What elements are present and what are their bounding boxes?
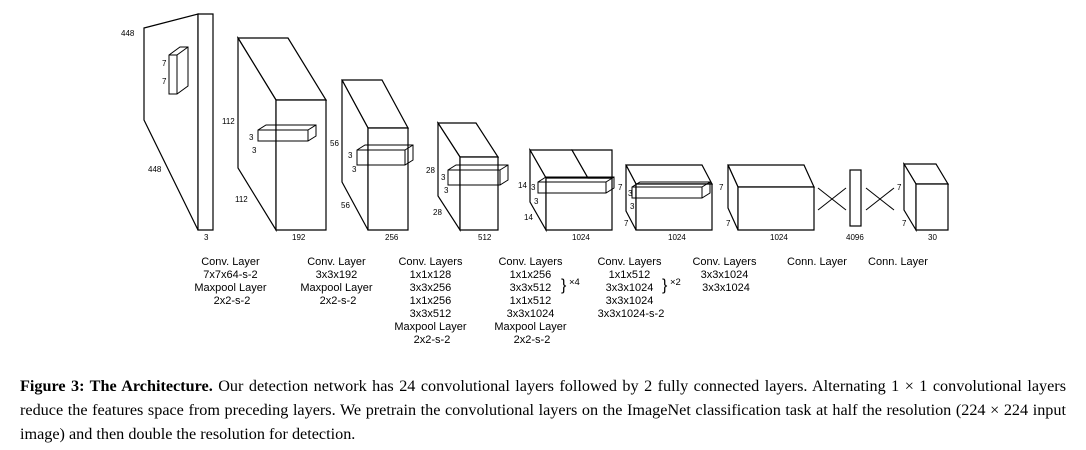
output-volume [897, 164, 948, 242]
dim-label: 7 [624, 219, 629, 228]
dim-label: 3 [534, 197, 539, 206]
dim-label: 448 [121, 29, 135, 38]
input-volume [121, 14, 213, 242]
conv-volume-5 [618, 165, 712, 242]
front-face [276, 100, 326, 230]
dim-label: 192 [292, 233, 306, 242]
conv-volume-4 [518, 150, 614, 242]
layer-caption: Conv. Layer 3x3x192 Maxpool Layer 2x2-s-2 [300, 256, 373, 307]
dim-label: 28 [433, 208, 442, 217]
dim-label: 3 [628, 189, 633, 198]
dim-label: 28 [426, 166, 435, 175]
layer-caption: Conv. Layers 3x3x1024 3x3x1024 [692, 256, 757, 294]
dim-label: 14 [518, 181, 527, 190]
conv-volume-2 [330, 80, 413, 242]
figure-caption [20, 374, 1066, 446]
fc-connections-2 [866, 188, 894, 210]
dim-label: 1024 [668, 233, 686, 242]
front-face [460, 157, 498, 230]
input-front-face [198, 14, 213, 230]
dim-label: 3 [441, 173, 446, 182]
layer-caption: Conn. Layer [787, 256, 847, 268]
dim-label: 3 [352, 165, 357, 174]
figure-caption-label: Figure 3: The Architecture. [20, 377, 213, 395]
dim-label: 3 [348, 151, 353, 160]
layer-caption: Conv. Layers 1x1x512 3x3x1024 3x3x1024 3x3x1024-s-2 [597, 256, 665, 320]
conv-volume-1 [222, 38, 326, 242]
dim-label: 3 [252, 146, 257, 155]
dim-label: 1024 [572, 233, 590, 242]
dim-label: 3 [249, 133, 254, 142]
repeat-brace: } [561, 277, 567, 294]
input-side-face [144, 14, 198, 230]
fc-bar [850, 170, 861, 226]
dim-label: 7 [719, 183, 724, 192]
repeat-count: ×2 [670, 277, 681, 288]
layer-caption: Conv. Layers 1x1x256 3x3x512 1x1x512 3x3x1024 Maxpool Layer 2x2-s-2 [494, 256, 567, 346]
dim-label: 3 [444, 186, 449, 195]
dim-label: 56 [341, 201, 350, 210]
dim-label: 512 [478, 233, 492, 242]
dim-label: 4096 [846, 233, 864, 242]
front-face [546, 178, 612, 230]
dim-label: 256 [385, 233, 399, 242]
front-face [368, 128, 408, 230]
front-face [738, 187, 814, 230]
dim-label: 14 [524, 213, 533, 222]
dim-label: 7 [902, 219, 907, 228]
layer-caption: Conv. Layers 1x1x128 3x3x256 1x1x256 3x3x512 Maxpool Layer 2x2-s-2 [394, 256, 467, 346]
dim-label: 30 [928, 233, 937, 242]
dim-label: 7 [162, 59, 167, 68]
top-face [626, 165, 712, 184]
layer-captions [194, 256, 928, 346]
layer-caption: Conn. Layer [868, 256, 928, 268]
dim-label: 3 [531, 183, 536, 192]
repeat-brace: } [662, 277, 668, 294]
conv-volume-6 [719, 165, 814, 242]
layer-caption: Conv. Layer 7x7x64-s-2 Maxpool Layer 2x2-s-2 [194, 256, 267, 307]
repeat-count: ×4 [569, 277, 580, 288]
dim-label: 7 [726, 219, 731, 228]
dim-label: 3 [630, 202, 635, 211]
fc-connections-1 [818, 188, 846, 210]
dim-label: 1024 [770, 233, 788, 242]
dim-label: 3 [204, 233, 209, 242]
dim-label: 56 [330, 139, 339, 148]
fc-layer-4096 [846, 170, 864, 242]
front-face [916, 184, 948, 230]
dim-label: 448 [148, 165, 162, 174]
dim-label: 112 [222, 117, 235, 126]
conv-volume-3 [426, 123, 508, 242]
dim-label: 7 [162, 77, 167, 86]
front-face [636, 184, 712, 230]
dim-label: 7 [618, 183, 623, 192]
figure-caption-text: Our detection network has 24 convolutional layers followed by 2 fully connected layers. Alternating 1 × 1 convolutional layers reduce the features space from preceding layers. We pretrain the convolutional layers on the ImageNet classification task at half the resolution (224 × 224 input image) and then double the resolution for detection. [20, 377, 1066, 443]
dim-label: 112 [235, 195, 248, 204]
top-face [728, 165, 814, 187]
dim-label: 7 [897, 183, 902, 192]
